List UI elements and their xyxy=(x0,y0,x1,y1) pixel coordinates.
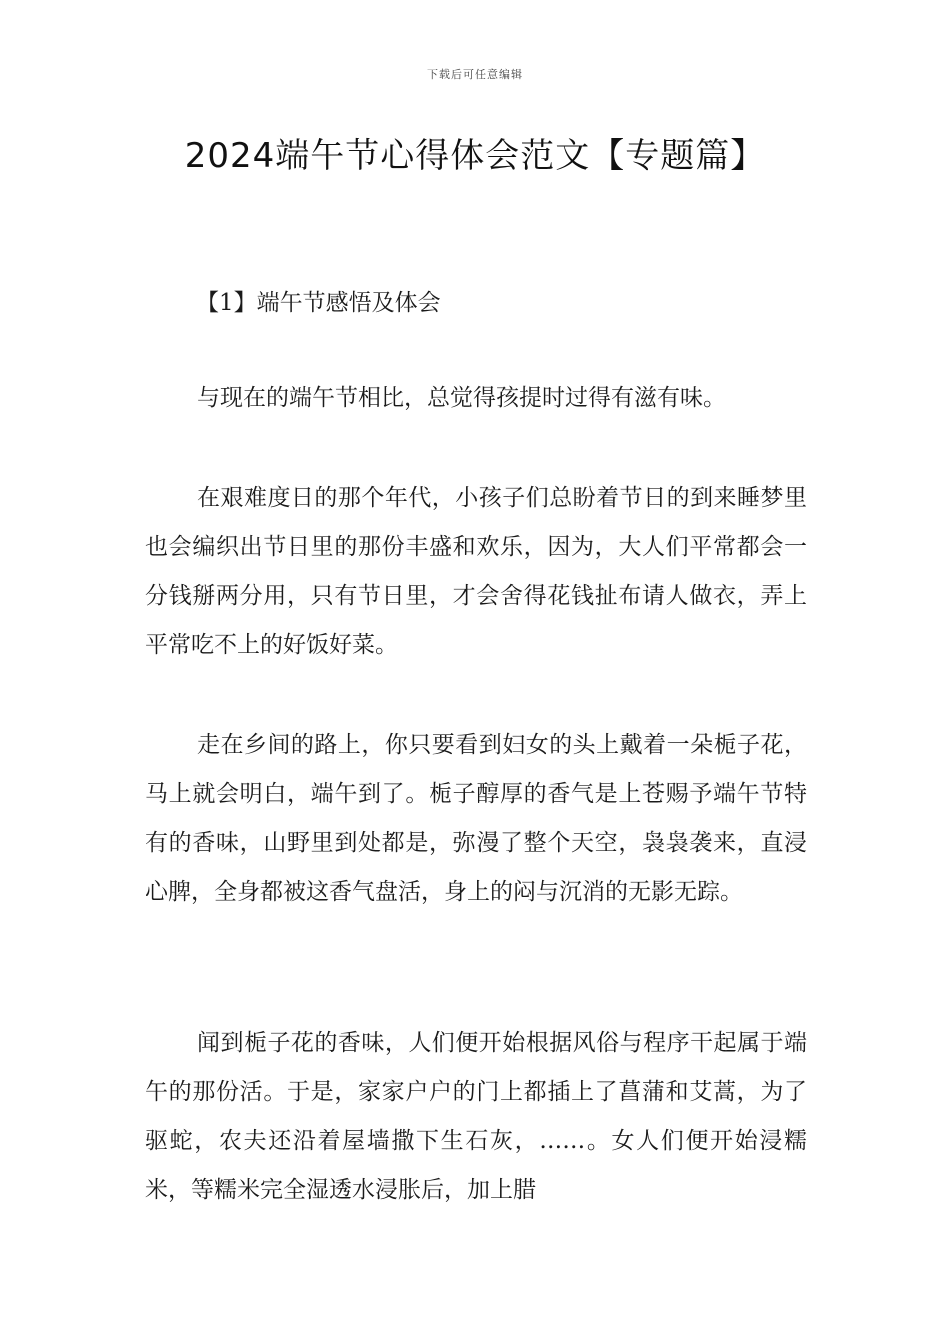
section-heading: 【1】端午节感悟及体会 xyxy=(196,290,441,316)
header-note: 下载后可任意编辑 xyxy=(427,68,523,81)
paragraph-2: 在艰难度日的那个年代，小孩子们总盼着节日的到来睡梦里也会编织出节日里的那份丰盛和欢乐，因为，大人们平常都会一分钱掰两分用，只有节日里，才会舍得花钱扯布请人做衣，弄上平常吃不上的好饭好菜。 xyxy=(145,485,807,658)
paragraph-3: 走在乡间的路上，你只要看到妇女的头上戴着一朵栀子花，马上就会明白，端午到了。栀子醇厚的香气是上苍赐予端午节特有的香味，山野里到处都是，弥漫了整个天空，袅袅袭来，直浸心脾，全身都被这香气盘活，身上的闷与沉消的无影无踪。 xyxy=(145,732,807,905)
paragraph-1: 与现在的端午节相比，总觉得孩提时过得有滋有味。 xyxy=(197,385,726,411)
document-title: 2024端午节心得体会范文【专题篇】 xyxy=(184,136,766,176)
paragraph-4: 闻到栀子花的香味，人们便开始根据风俗与程序干起属于端午的那份活。于是，家家户户的门上都插上了菖蒲和艾蒿，为了驱蛇，农夫还沿着屋墙撒下生石灰，……。女人们便开始浸糯米，等糯米完全湿透水浸胀后，加上腊 xyxy=(145,1030,807,1203)
